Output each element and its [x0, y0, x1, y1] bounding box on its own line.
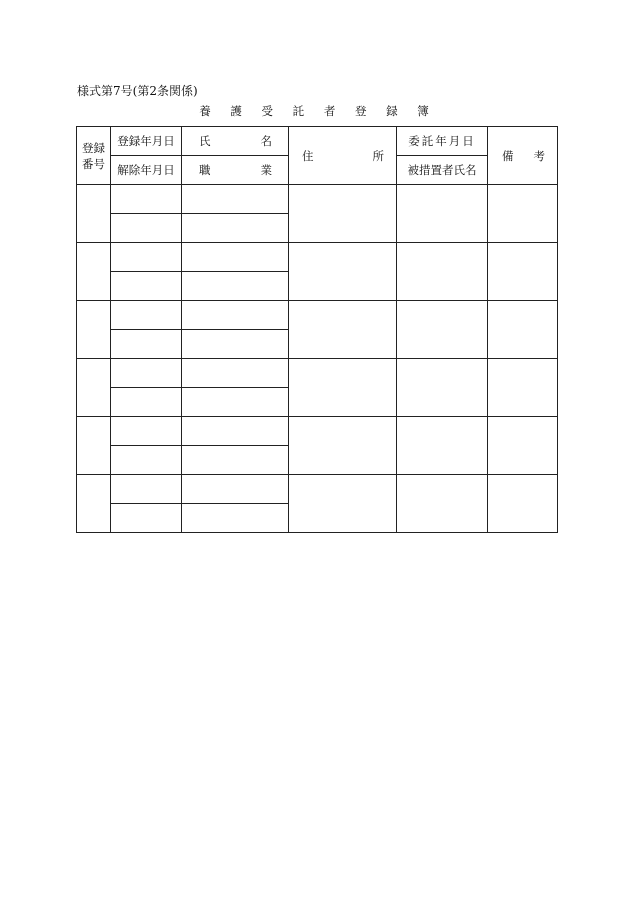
header-remarks — [488, 127, 558, 185]
header-name — [182, 127, 289, 156]
cell-cancellation-date[interactable] — [111, 388, 182, 417]
cell-occupation[interactable] — [182, 504, 289, 533]
cell-occupation[interactable] — [182, 214, 289, 243]
header-address-right: 所 — [372, 148, 384, 163]
cell-address[interactable] — [289, 185, 397, 243]
cell-entrust-and-person[interactable] — [397, 185, 488, 243]
cell-registration-date[interactable] — [111, 417, 182, 446]
header-registration-number-line1: 登録 — [82, 140, 105, 155]
header-name-right: 名 — [260, 134, 272, 148]
cell-registration-number[interactable] — [77, 301, 111, 359]
header-occupation — [182, 156, 289, 185]
cell-entrust-and-person[interactable] — [397, 359, 488, 417]
cell-name[interactable] — [182, 243, 289, 272]
registry-table — [76, 126, 558, 533]
header-cancellation-date: 解除年月日 — [111, 156, 182, 185]
cell-remarks[interactable] — [488, 185, 558, 243]
registry-table-body — [77, 185, 558, 533]
header-registration-number-line2: 番号 — [82, 156, 105, 171]
cell-remarks[interactable] — [488, 475, 558, 533]
cell-occupation[interactable] — [182, 272, 289, 301]
cell-address[interactable] — [289, 359, 397, 417]
header-occupation-right: 業 — [260, 163, 272, 177]
cell-entrust-and-person[interactable] — [397, 417, 488, 475]
cell-address[interactable] — [289, 243, 397, 301]
form-number-label: 様式第7号(第2条関係) — [77, 84, 198, 98]
cell-occupation[interactable] — [182, 388, 289, 417]
registry-table-header — [77, 127, 558, 185]
cell-address[interactable] — [289, 475, 397, 533]
header-registration-number — [77, 127, 111, 185]
cell-address[interactable] — [289, 301, 397, 359]
cell-registration-date[interactable] — [111, 301, 182, 330]
cell-cancellation-date[interactable] — [111, 214, 182, 243]
cell-name[interactable] — [182, 359, 289, 388]
cell-name[interactable] — [182, 301, 289, 330]
cell-remarks[interactable] — [488, 417, 558, 475]
cell-entrust-and-person[interactable] — [397, 475, 488, 533]
cell-entrust-and-person[interactable] — [397, 301, 488, 359]
cell-registration-number[interactable] — [77, 185, 111, 243]
record-row-top — [77, 185, 558, 214]
cell-registration-date[interactable] — [111, 359, 182, 388]
record-row-top — [77, 243, 558, 272]
cell-remarks[interactable] — [488, 301, 558, 359]
cell-address[interactable] — [289, 417, 397, 475]
cell-cancellation-date[interactable] — [111, 446, 182, 475]
document-title: 養 護 受 託 者 登 録 簿 — [199, 104, 437, 118]
record-row-top — [77, 359, 558, 388]
cell-registration-date[interactable] — [111, 475, 182, 504]
cell-name[interactable] — [182, 417, 289, 446]
cell-occupation[interactable] — [182, 330, 289, 359]
header-registration-date: 登録年月日 — [111, 127, 182, 156]
cell-cancellation-date[interactable] — [111, 504, 182, 533]
cell-registration-date[interactable] — [111, 243, 182, 272]
header-occupation-left: 職 — [199, 163, 211, 177]
header-placed-person-name: 被措置者氏名 — [397, 156, 488, 185]
cell-registration-number[interactable] — [77, 475, 111, 533]
cell-registration-number[interactable] — [77, 243, 111, 301]
header-address — [289, 127, 397, 185]
cell-remarks[interactable] — [488, 243, 558, 301]
header-address-left: 住 — [302, 148, 314, 163]
cell-registration-number[interactable] — [77, 417, 111, 475]
header-entrust-date: 委託年月日 — [397, 127, 488, 156]
cell-remarks[interactable] — [488, 359, 558, 417]
cell-occupation[interactable] — [182, 446, 289, 475]
cell-registration-number[interactable] — [77, 359, 111, 417]
cell-entrust-and-person[interactable] — [397, 243, 488, 301]
cell-name[interactable] — [182, 475, 289, 504]
header-remarks-left: 備 — [502, 148, 514, 163]
record-row-top — [77, 475, 558, 504]
cell-cancellation-date[interactable] — [111, 330, 182, 359]
header-name-left: 氏 — [199, 134, 211, 148]
header-remarks-right: 考 — [533, 148, 545, 163]
record-row-top — [77, 301, 558, 330]
cell-name[interactable] — [182, 185, 289, 214]
cell-registration-date[interactable] — [111, 185, 182, 214]
cell-cancellation-date[interactable] — [111, 272, 182, 301]
record-row-top — [77, 417, 558, 446]
